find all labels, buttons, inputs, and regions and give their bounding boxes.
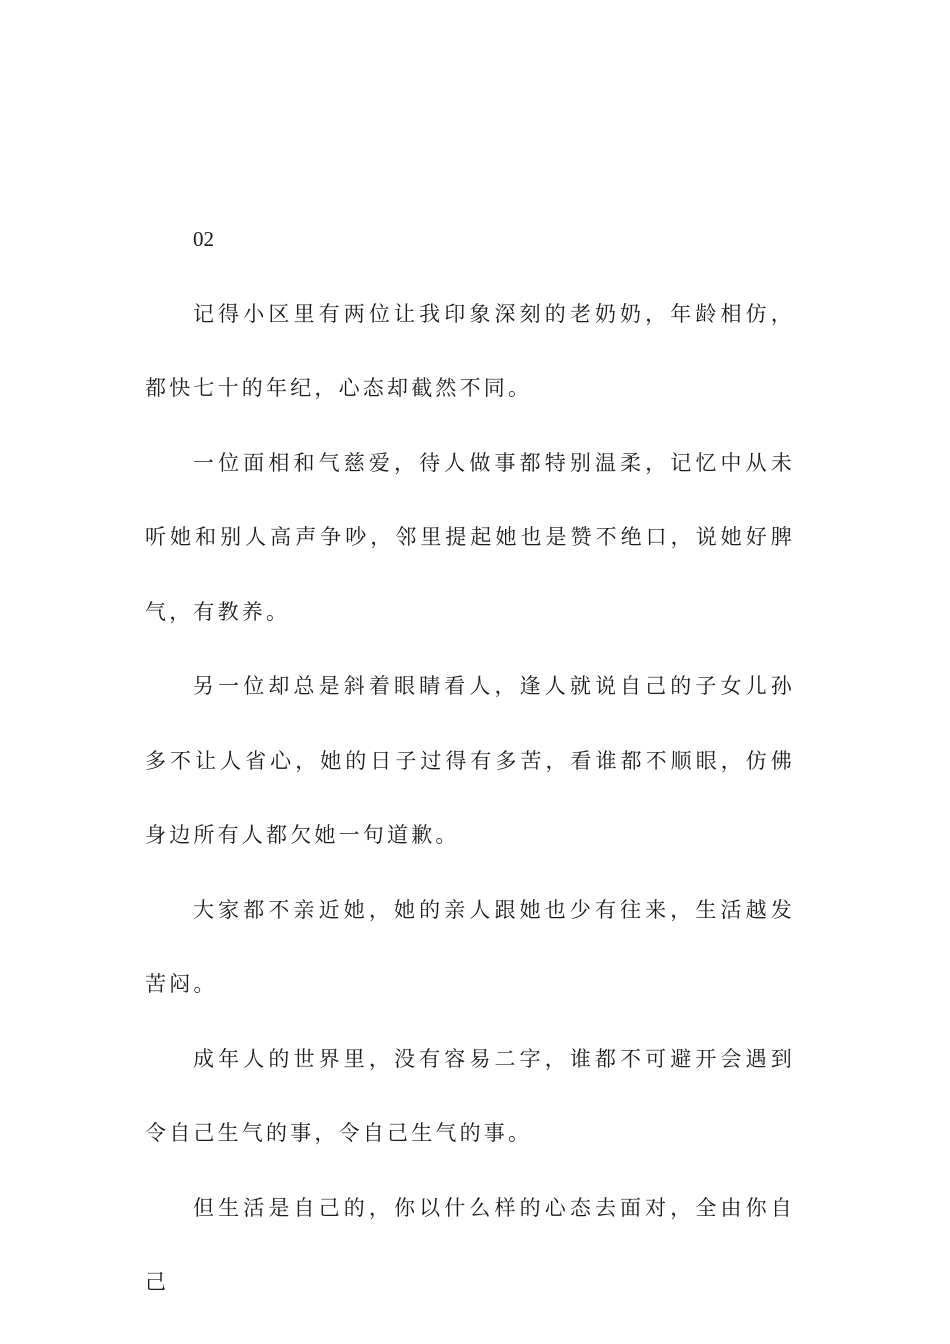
paragraph-6: 但生活是自己的，你以什么样的心态去面对，全由你自己 [145, 1195, 795, 1294]
paragraph-3: 另一位却总是斜着眼睛看人，逢人就说自己的子女儿孙多不让人省心，她的日子过得有多苦，看谁都不顺眼，仿佛身边所有人都欠她一句道歉。 [145, 674, 795, 847]
paragraph-1: 记得小区里有两位让我印象深刻的老奶奶，年龄相仿，都快七十的年纪，心态却截然不同。 [145, 301, 795, 400]
section-number: 02 [193, 227, 214, 251]
document-body [145, 202, 795, 1320]
paragraph-4: 大家都不亲近她，她的亲人跟她也少有往来，生活越发苦闷。 [145, 897, 795, 996]
paragraph-5: 成年人的世界里，没有容易二字，谁都不可避开会遇到令自己生气的事，令自己生气的事。 [145, 1046, 795, 1145]
paragraph-2: 一位面相和气慈爱，待人做事都特别温柔，记忆中从未听她和别人高声争吵，邻里提起她也是赞不绝口，说她好脾气，有教养。 [145, 450, 795, 624]
